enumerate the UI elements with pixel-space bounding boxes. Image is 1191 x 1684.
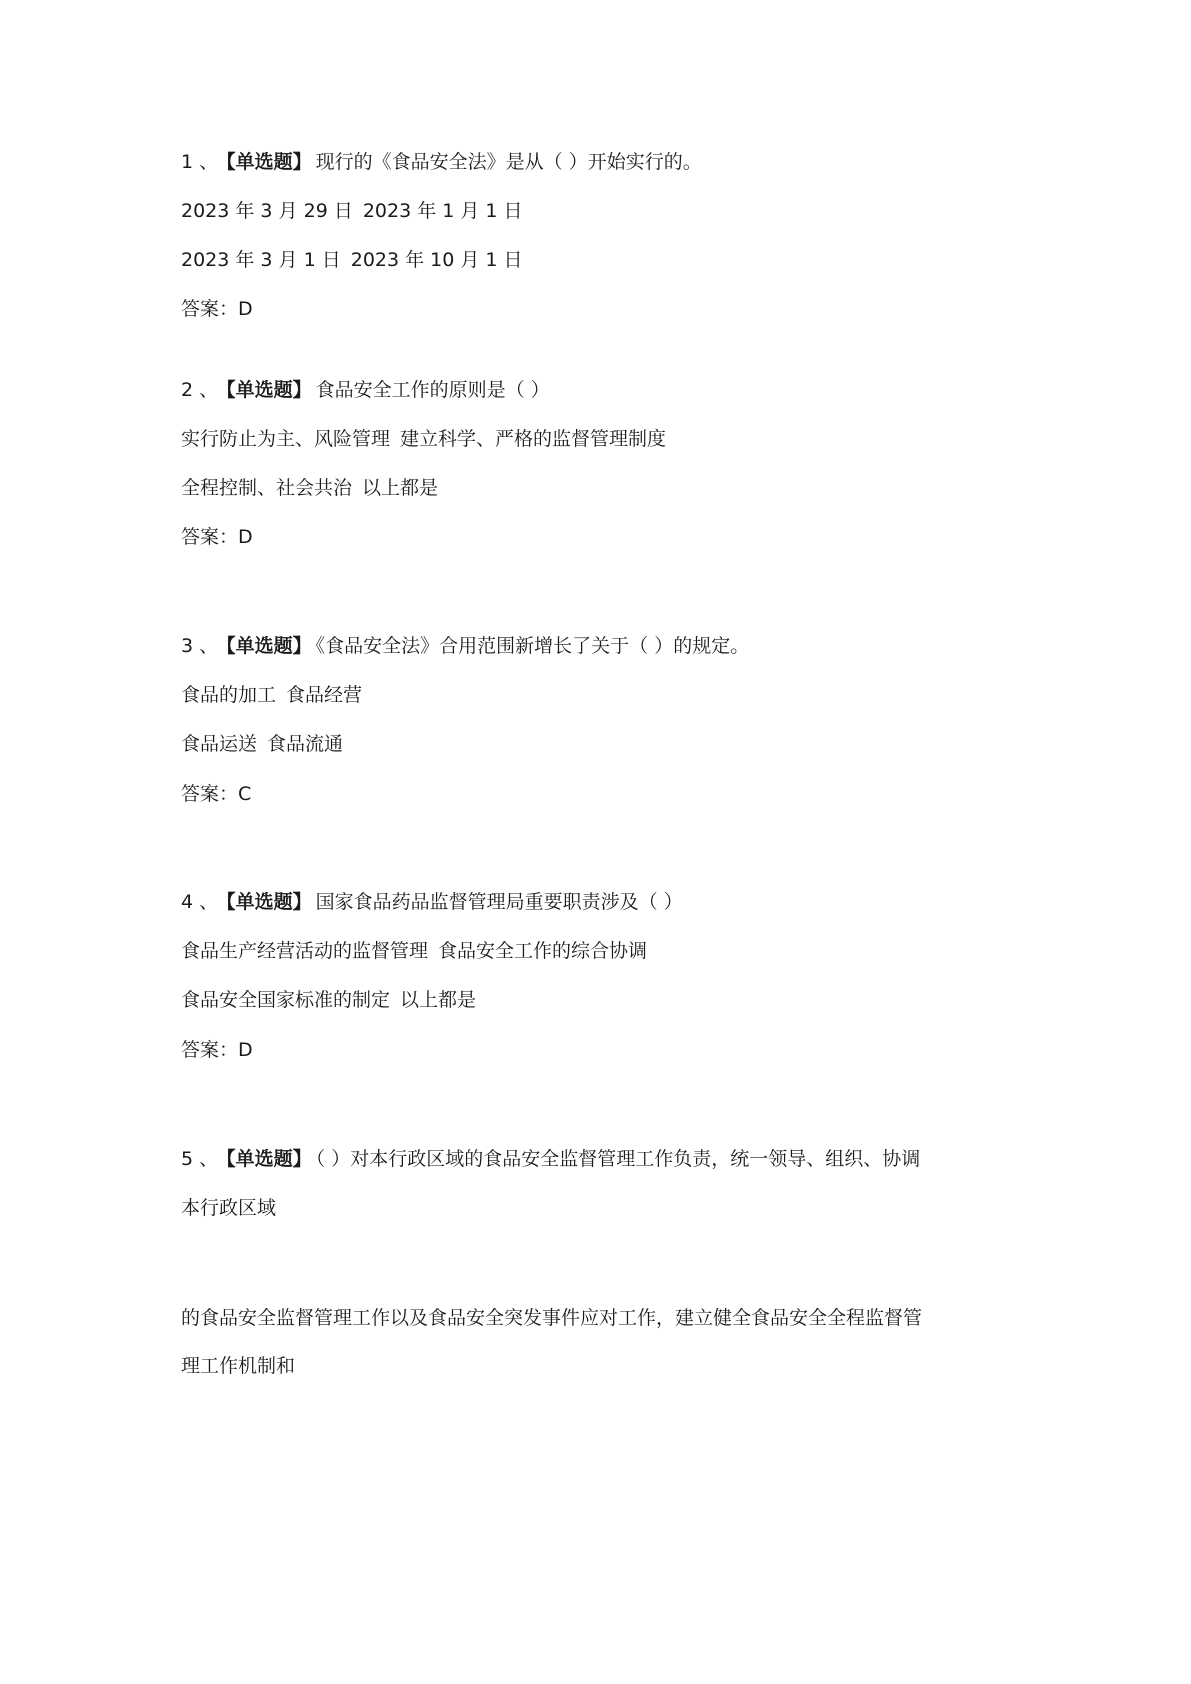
- question-3-text: 《食品安全法》合用范围新增长了关于（ ）的规定。: [315, 635, 750, 657]
- question-1-stem: [181, 149, 702, 175]
- question-4-option-c: 食品安全国家标准的制定: [181, 989, 391, 1011]
- question-2-option-b: 建立科学、严格的监督管理制度: [400, 428, 667, 450]
- question-2-text: 食品安全工作的原则是（ ）: [315, 379, 550, 401]
- question-4-option-a: 食品生产经营活动的监督管理: [181, 940, 429, 962]
- question-3-option-d: 食品流通: [267, 733, 344, 755]
- question-4-stem: [181, 889, 683, 915]
- question-3-stem: [181, 633, 749, 659]
- question-1-answer: 答案：D: [181, 298, 253, 320]
- question-4-type: 【单选题】: [226, 891, 312, 913]
- question-2-options-row-2: [181, 475, 438, 501]
- question-3-options-row-1: [181, 682, 362, 708]
- question-4-options-row-1: [181, 938, 647, 964]
- question-1-options-row-2: [181, 247, 523, 273]
- question-3-type: 【单选题】: [226, 635, 312, 657]
- question-3-options-row-2: [181, 731, 343, 757]
- question-4-option-b: 食品安全工作的综合协调: [438, 940, 648, 962]
- question-5-text-line-2: 本行政区域: [181, 1197, 277, 1219]
- question-3-number: 3 、: [181, 635, 219, 657]
- question-5-text-line-1: （ ）对本行政区域的食品安全监督管理工作负责，统一领导、组织、协调: [315, 1148, 921, 1170]
- question-3-option-c: 食品运送: [181, 733, 258, 755]
- question-2-number: 2 、: [181, 379, 219, 401]
- question-1-text: 现行的《食品安全法》是从（ ）开始实行的。: [315, 151, 702, 173]
- question-1-option-c: 2023 年 3 月 1 日: [181, 249, 341, 271]
- question-4-number: 4 、: [181, 891, 219, 913]
- question-2-stem: [181, 377, 550, 403]
- question-4-option-d: 以上都是: [400, 989, 477, 1011]
- question-5-text-line-3: 的食品安全监督管理工作以及食品安全突发事件应对工作，建立健全食品安全全程监督管: [181, 1307, 923, 1329]
- question-1-option-d: 2023 年 10 月 1 日: [350, 249, 523, 271]
- question-1-option-b: 2023 年 1 月 1 日: [362, 200, 523, 222]
- question-5-number: 5 、: [181, 1148, 219, 1170]
- question-2-options-row-1: [181, 426, 666, 452]
- question-4-options-row-2: [181, 987, 476, 1013]
- question-5-text-line-4: 理工作机制和: [181, 1355, 296, 1377]
- question-1-type: 【单选题】: [226, 151, 312, 173]
- question-1-number: 1 、: [181, 151, 219, 173]
- question-2-type: 【单选题】: [226, 379, 312, 401]
- question-2-option-d: 以上都是: [362, 477, 439, 499]
- question-1-options-row-1: [181, 198, 523, 224]
- question-5-stem: [181, 1146, 920, 1172]
- question-2-option-c: 全程控制、社会共治: [181, 477, 353, 499]
- question-1-option-a: 2023 年 3 月 29 日: [181, 200, 353, 222]
- question-4-text: 国家食品药品监督管理局重要职责涉及（ ）: [315, 891, 683, 913]
- question-3-option-b: 食品经营: [286, 684, 363, 706]
- question-2-answer: 答案：D: [181, 526, 253, 548]
- question-5-type: 【单选题】: [226, 1148, 312, 1170]
- question-4-answer: 答案：D: [181, 1039, 253, 1061]
- question-3-answer: 答案：C: [181, 783, 252, 805]
- question-2-option-a: 实行防止为主、风险管理: [181, 428, 391, 450]
- question-3-option-a: 食品的加工: [181, 684, 277, 706]
